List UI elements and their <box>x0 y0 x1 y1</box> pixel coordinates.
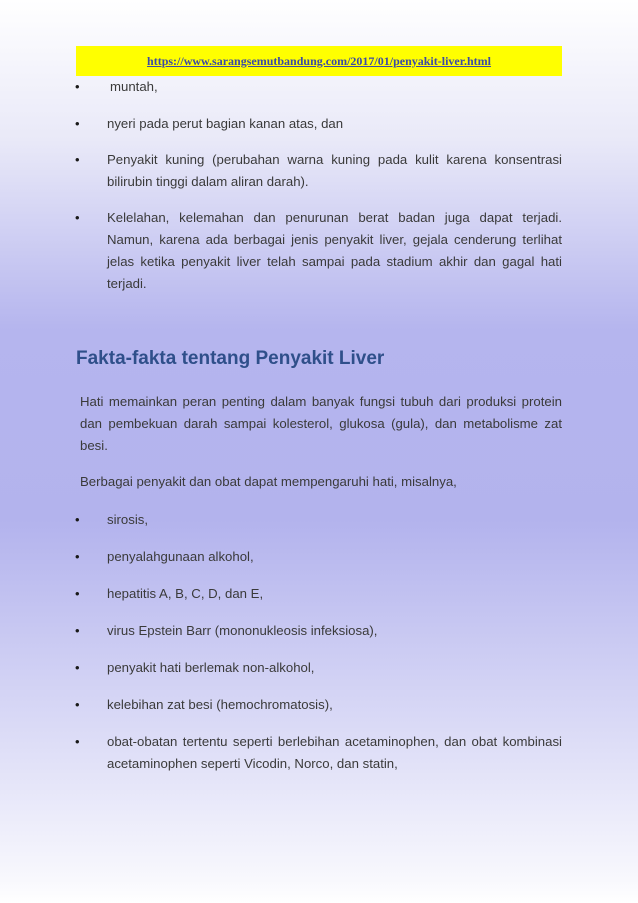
bullet-icon: • <box>75 623 80 638</box>
list-item <box>76 207 562 295</box>
bullet-icon: • <box>75 660 80 675</box>
list-item-text: penyakit hati berlemak non-alkohol, <box>107 660 315 675</box>
bullet-icon: • <box>75 697 80 712</box>
list-item-text: penyalahgunaan alkohol, <box>107 549 254 564</box>
bullet-icon: • <box>75 116 80 131</box>
list-item <box>76 76 562 98</box>
bullet-icon: • <box>75 152 80 167</box>
bullet-icon: • <box>75 210 80 225</box>
list-item <box>76 546 562 568</box>
list-item-text: muntah, <box>110 79 158 94</box>
bullet-icon: • <box>75 586 80 601</box>
list-item <box>76 149 562 193</box>
section-heading: Fakta-fakta tentang Penyakit Liver <box>76 348 385 369</box>
list-item <box>76 657 562 679</box>
intro-paragraph: Hati memainkan peran penting dalam banyak fungsi tubuh dari produksi protein dan pembekuan darah sampai kolesterol, glukosa (gula), dan metabolisme zat besi. <box>80 394 562 453</box>
list-item-text: kelebihan zat besi (hemochromatosis), <box>107 697 333 712</box>
list-item-text: virus Epstein Barr (mononukleosis infeksiosa), <box>107 623 378 638</box>
bullet-icon: • <box>75 512 80 527</box>
source-url-banner <box>76 46 562 76</box>
list-item <box>76 509 562 531</box>
lead-in-paragraph: Berbagai penyakit dan obat dapat mempengaruhi hati, misalnya, <box>80 474 457 489</box>
list-item <box>76 583 562 605</box>
list-item <box>76 113 562 135</box>
list-item <box>76 731 562 775</box>
list-item-text: sirosis, <box>107 512 149 527</box>
bullet-icon: • <box>75 549 80 564</box>
list-item-text: hepatitis A, B, C, D, dan E, <box>107 586 264 601</box>
list-item-text: nyeri pada perut bagian kanan atas, dan <box>107 116 344 131</box>
list-item <box>76 694 562 716</box>
source-url-link[interactable]: https://www.sarangsemutbandung.com/2017/01/penyakit-liver.html <box>147 53 491 68</box>
bullet-icon: • <box>75 79 80 94</box>
bullet-icon: • <box>75 734 80 749</box>
list-item-text: Penyakit kuning (perubahan warna kuning pada kulit karena konsentrasi bilirubin tinggi dalam aliran darah). <box>107 152 562 189</box>
list-item-text: obat-obatan tertentu seperti berlebihan acetaminophen, dan obat kombinasi acetaminophen seperti Vicodin, Norco, dan statin, <box>107 734 562 771</box>
list-item-text: Kelelahan, kelemahan dan penurunan berat badan juga dapat terjadi. Namun, karena ada berbagai jenis penyakit liver, gejala cenderung terlihat jelas ketika penyakit liver telah sampai pada stadium akhir dan gagal hati terjadi. <box>107 210 562 291</box>
list-item <box>76 620 562 642</box>
